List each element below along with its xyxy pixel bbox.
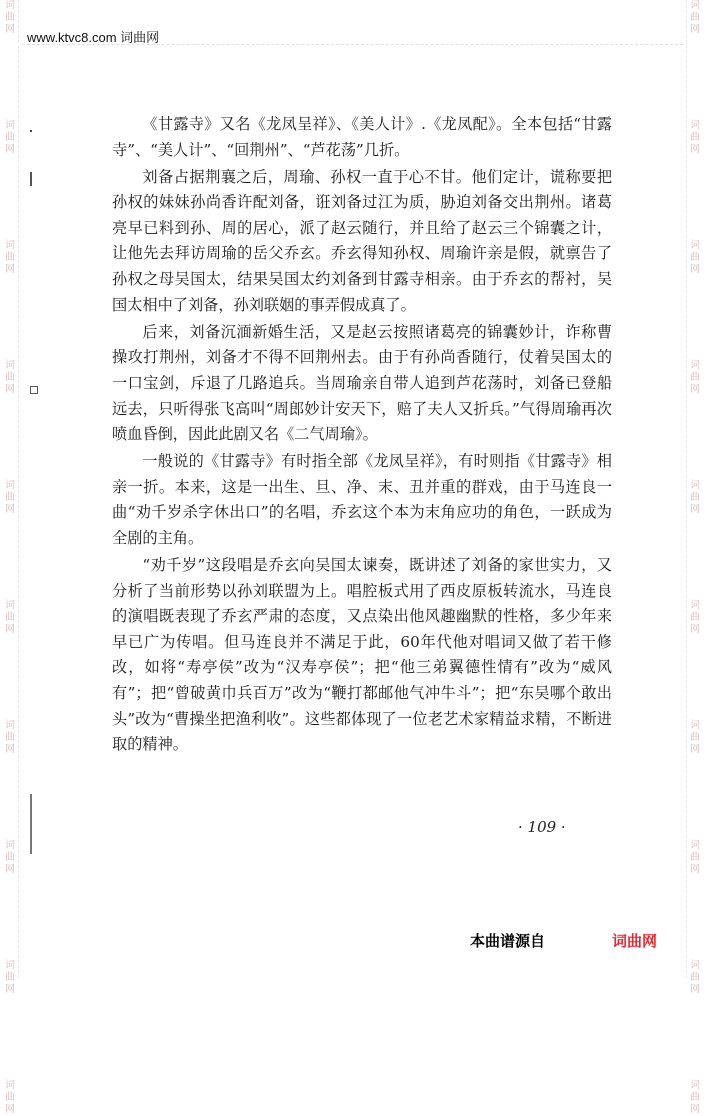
- binding-margin-marks: [30, 120, 44, 854]
- footer-brand[interactable]: 词曲网: [612, 932, 658, 950]
- side-watermark-text: 词 曲 网: [690, 360, 700, 395]
- article-body: [112, 112, 612, 758]
- left-watermark-column: [2, 0, 19, 1115]
- side-watermark-text: 词 曲 网: [690, 480, 700, 515]
- side-watermark-text: 词 曲 网: [5, 0, 15, 35]
- side-watermark-text: 词 曲 网: [690, 960, 700, 995]
- side-watermark-text: 词 曲 网: [690, 840, 700, 875]
- paragraph: 后来，刘备沉湎新婚生活，又是赵云按照诸葛亮的锦囊妙计，诈称曹操攻打荆州，刘备才不得不回荆州去。由于有孙尚香随行，仗着吴国太的一口宝剑，斥退了几路追兵。当周瑜亲自带人追到芦花荡时，刘备已登船远去，只听得张飞高叫“周郎妙计安天下，赔了夫人又折兵。”气得周瑜再次喷血昏倒，因此此剧又名《二气周瑜》。: [112, 322, 612, 444]
- side-watermark-text: 词 曲 网: [5, 600, 15, 635]
- side-watermark-text: 词 曲 网: [5, 720, 15, 755]
- side-watermark-text: 词 曲 网: [5, 360, 15, 395]
- side-watermark-text: 词 曲 网: [5, 240, 15, 275]
- side-watermark-text: 词 曲 网: [690, 0, 700, 35]
- side-watermark-text: 词 曲 网: [690, 600, 700, 635]
- right-watermark-column: [686, 0, 703, 1115]
- site-url-watermark: www.ktvc8.com 词曲网: [27, 30, 160, 45]
- side-watermark-text: 词 曲 网: [5, 120, 15, 155]
- footer-source-label: 本曲谱源自: [470, 932, 546, 950]
- side-watermark-text: 词 曲 网: [5, 840, 15, 875]
- page-number: · 109 ·: [518, 818, 566, 836]
- paragraph: 一般说的《甘露寺》有时指全部《龙凤呈祥》，有时则指《甘露寺》相亲一折。本来，这是一出生、旦、净、末、丑并重的群戏，由于马连良一曲“劝千岁杀字休出口”的名唱，乔玄这个本为末角应功的角色，一跃成为全剧的主角。: [112, 452, 612, 547]
- side-watermark-text: 词 曲 网: [5, 960, 15, 995]
- paragraph: 《甘露寺》又名《龙凤呈祥》、《美人计》.《龙凤配》。全本包括“甘露寺”、“美人计”、“回荆州”、“芦花荡”几折。: [112, 115, 612, 159]
- side-watermark-text: 词 曲 网: [5, 1080, 15, 1115]
- side-watermark-text: 词 曲 网: [690, 120, 700, 155]
- paragraph: “劝千岁”这段唱是乔玄向吴国太谏奏，既讲述了刘备的家世实力，又分析了当前形势以孙刘联盟为上。唱腔板式用了西皮原板转流水，马连良的演唱既表现了乔玄严肃的态度，又点染出他风趣幽默的性格，多少年来早已广为传唱。但马连良并不满足于此，60年代他对唱词又做了若干修改，如将“寿亭侯”改为“汉寿亭侯”；把“他三弟翼德性情有”改为“威风有”；把“曾破黄巾兵百万”改为“鞭打都邮他气冲牛斗”；把“东吴哪个敢出头”改为“曹操坐把渔利收”。这些都体现了一位老艺术家精益求精，不断进取的精神。: [112, 556, 612, 754]
- side-watermark-text: 词 曲 网: [690, 720, 700, 755]
- paragraph: 刘备占据荆襄之后，周瑜、孙权一直于心不甘。他们定计，谎称要把孙权的妹妹孙尚香许配刘备，诳刘备过江为质，胁迫刘备交出荆州。诸葛亮早已料到孙、周的居心，派了赵云随行，并且给了赵云三个锦囊之计，让他先去拜访周瑜的岳父乔玄。乔玄得知孙权、周瑜许亲是假，就禀告了孙权之母吴国太，结果吴国太约刘备到甘露寺相亲。由于乔玄的帮衬，吴国太相中了刘备，孙刘联姻的事弄假成真了。: [112, 167, 612, 314]
- side-watermark-text: 词 曲 网: [5, 480, 15, 515]
- side-watermark-text: 词 曲 网: [690, 240, 700, 275]
- side-watermark-text: 词 曲 网: [690, 1080, 700, 1115]
